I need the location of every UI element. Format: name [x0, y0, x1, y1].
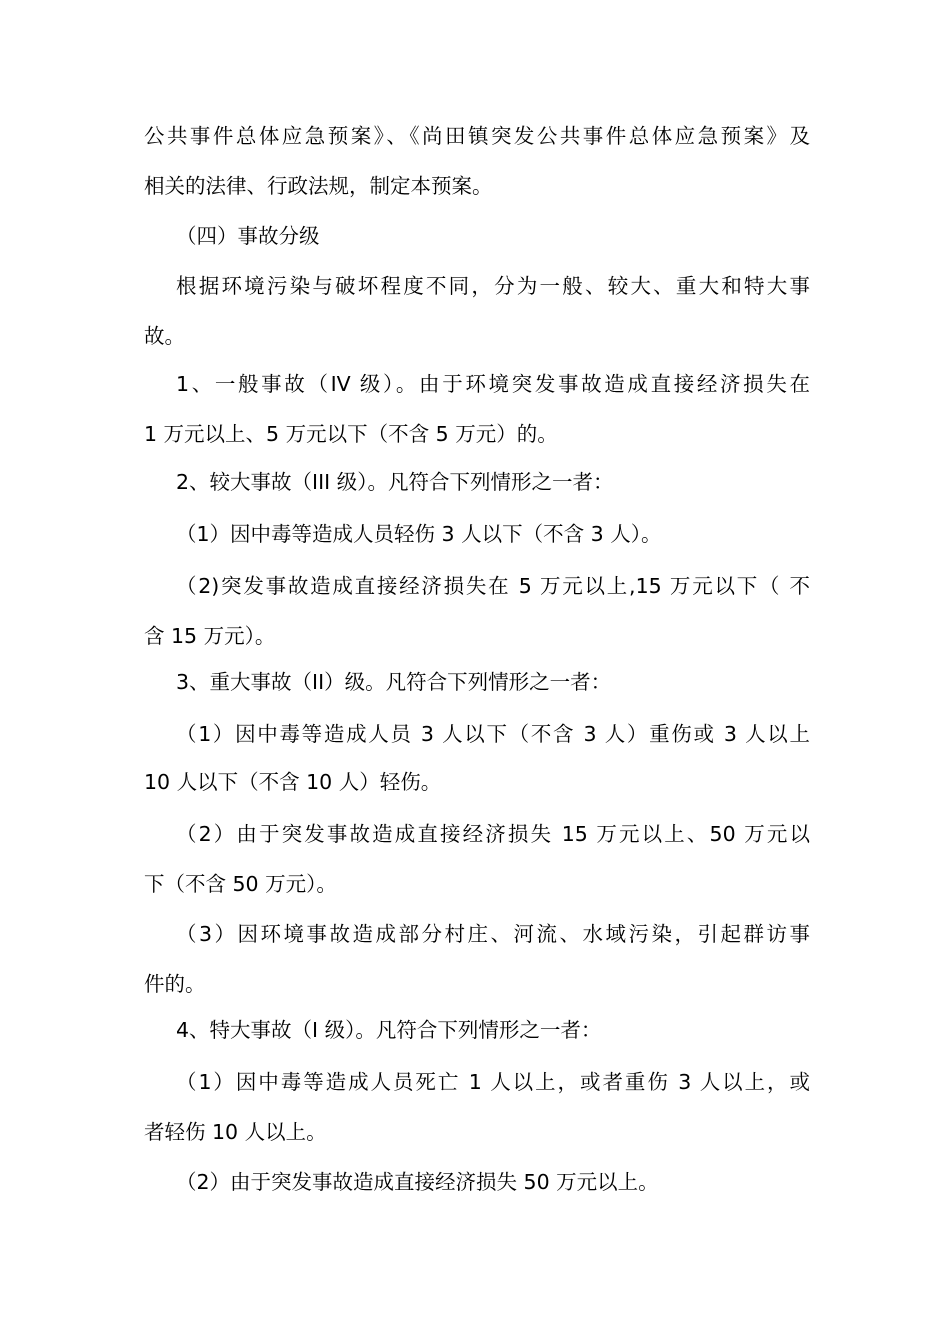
paragraph-line: （1）因中毒等造成人员死亡 1 人以上，或者重伤 3 人以上，或	[176, 1070, 810, 1094]
paragraph-line: （3）因环境事故造成部分村庄、河流、水域污染，引起群访事	[176, 922, 810, 946]
paragraph-line: 1 万元以上、5 万元以下（不含 5 万元）的。	[144, 422, 558, 446]
paragraph-line: 1、一般事故（IV 级）。由于环境突发事故造成直接经济损失在	[176, 372, 810, 396]
paragraph-line: （2）由于突发事故造成直接经济损失 50 万元以上。	[176, 1170, 659, 1194]
paragraph-line: 下（不含 50 万元）。	[144, 872, 337, 896]
paragraph-line: 件的。	[144, 972, 206, 996]
paragraph-line: 4、特大事故（I 级）。凡符合下列情形之一者：	[176, 1018, 602, 1042]
paragraph-line: 含 15 万元）。	[144, 624, 276, 648]
paragraph-line: 3、重大事故（II）级。凡符合下列情形之一者：	[176, 670, 612, 694]
paragraph-line: 公共事件总体应急预案》、《尚田镇突发公共事件总体应急预案》及	[144, 124, 810, 148]
paragraph-line: 2、较大事故（III 级）。凡符合下列情形之一者：	[176, 470, 614, 494]
paragraph-line: 故。	[144, 324, 185, 348]
paragraph-line: （2)突发事故造成直接经济损失在 5 万元以上,15 万元以下（ 不	[176, 574, 810, 598]
section-heading: （四）事故分级	[176, 224, 320, 248]
paragraph-line: 根据环境污染与破坏程度不同，分为一般、较大、重大和特大事	[176, 274, 810, 298]
paragraph-line: 者轻伤 10 人以上。	[144, 1120, 327, 1144]
paragraph-line: （1）因中毒等造成人员 3 人以下（不含 3 人）重伤或 3 人以上	[176, 722, 810, 746]
paragraph-line: 相关的法律、行政法规，制定本预案。	[144, 174, 493, 198]
paragraph-line: 10 人以下（不含 10 人）轻伤。	[144, 770, 442, 794]
paragraph-line: （1）因中毒等造成人员轻伤 3 人以下（不含 3 人）。	[176, 522, 662, 546]
paragraph-line: （2）由于突发事故造成直接经济损失 15 万元以上、50 万元以	[176, 822, 810, 846]
